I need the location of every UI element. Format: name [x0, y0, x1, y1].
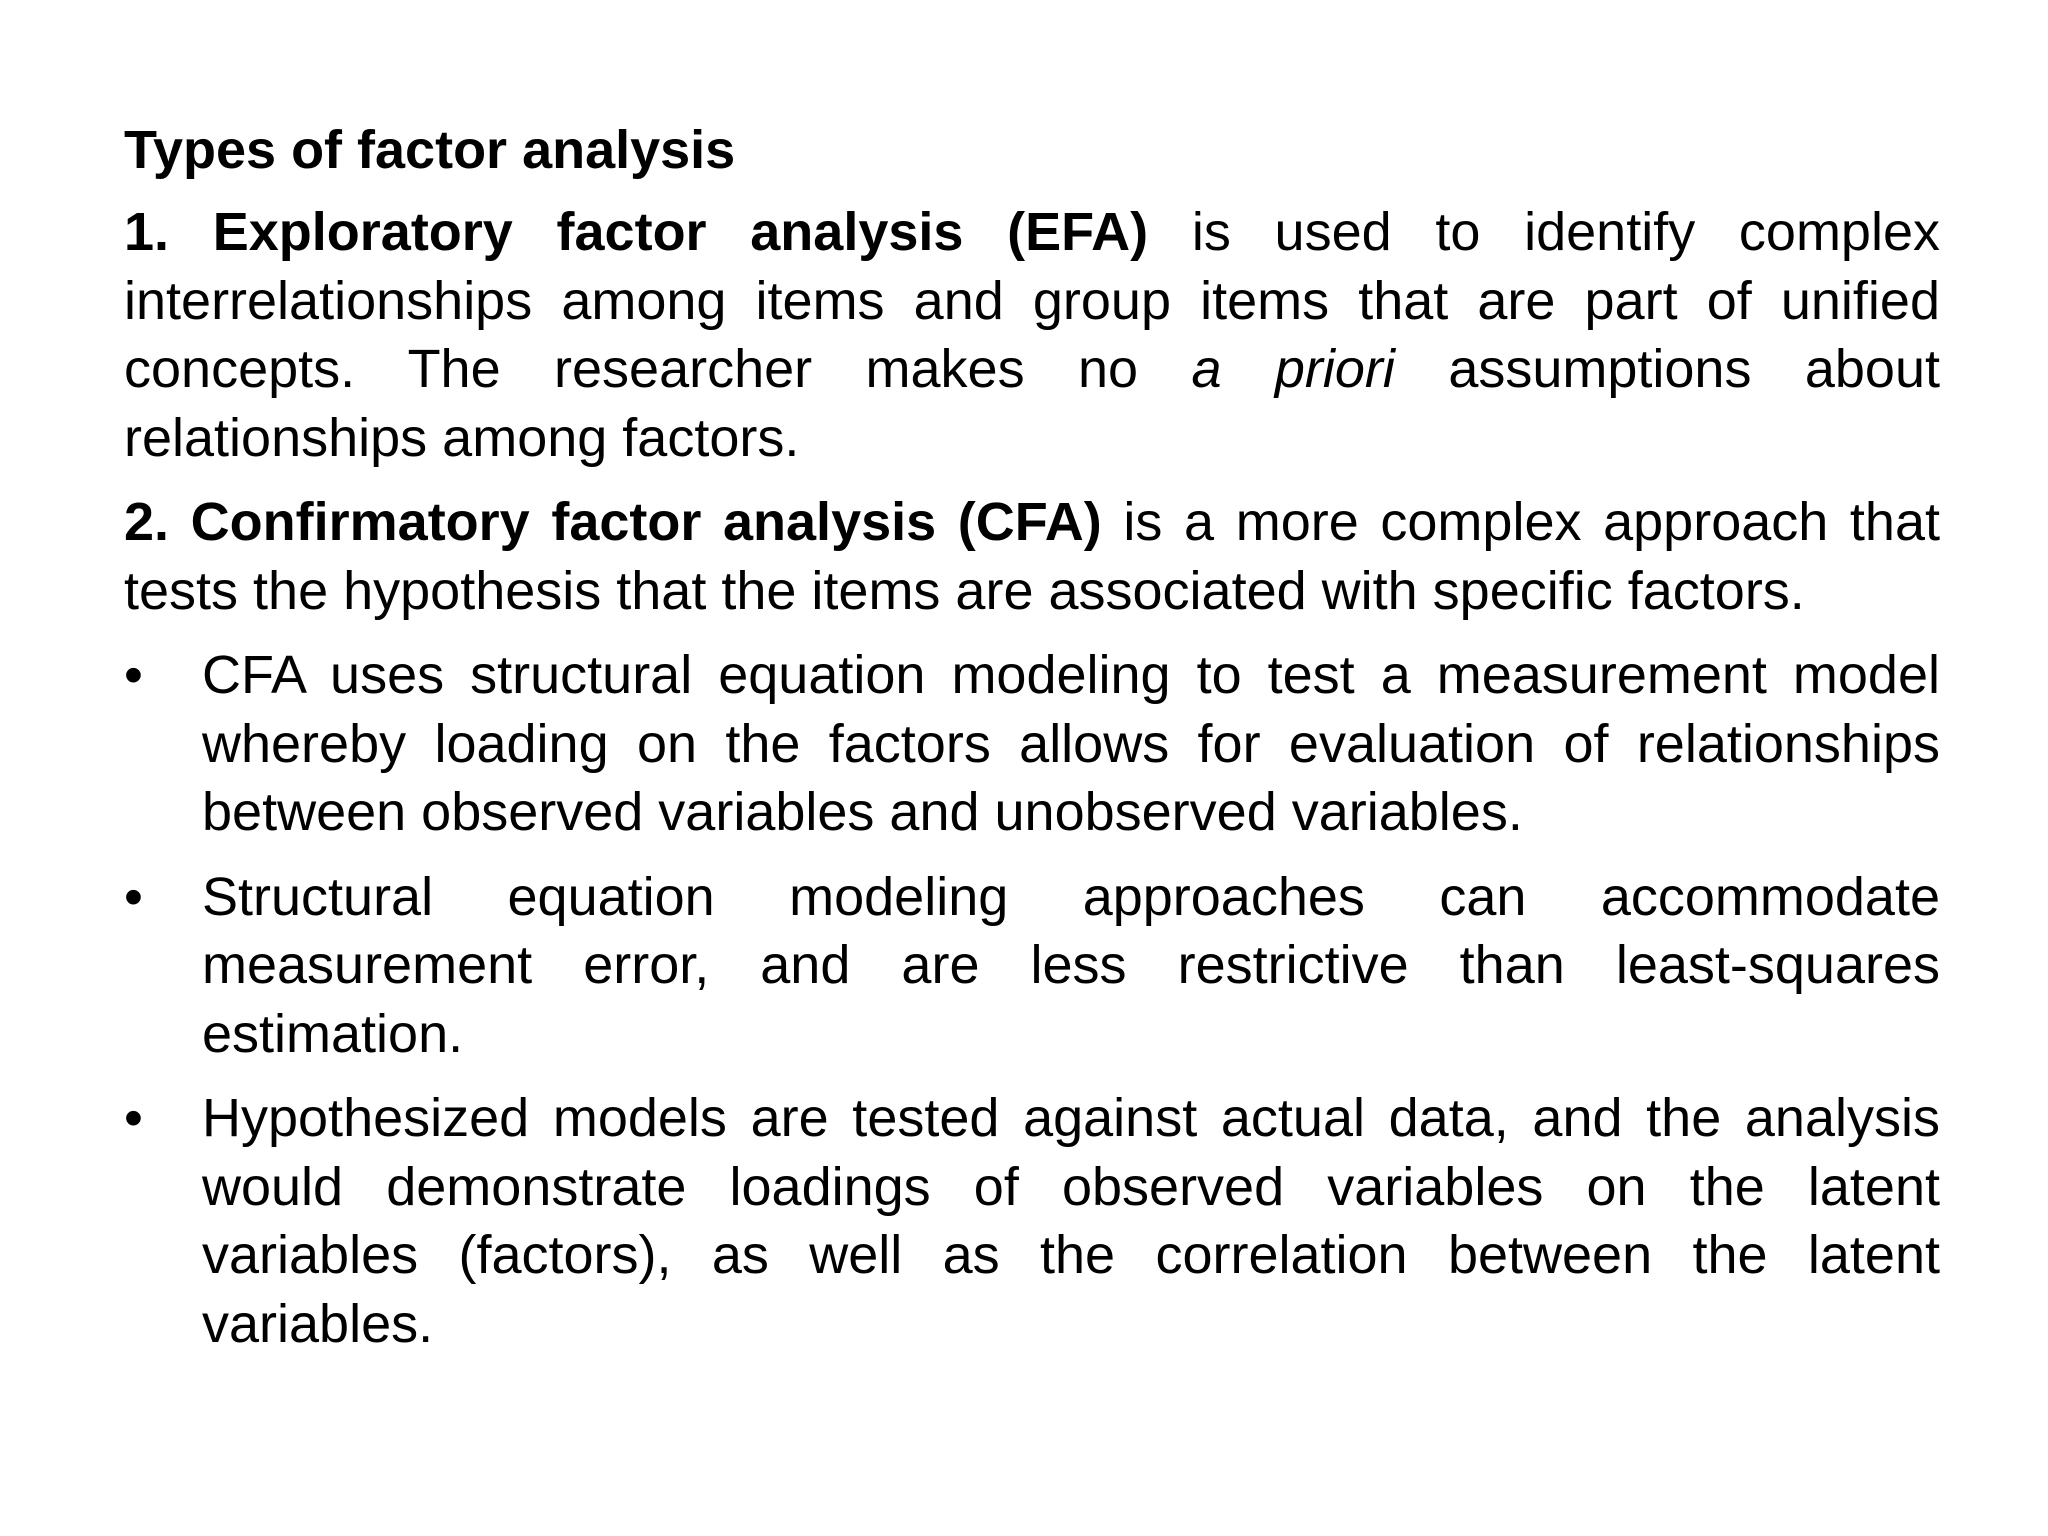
- list-item: [124, 641, 1940, 847]
- bullet-list: [124, 641, 1940, 1358]
- list-item: [124, 1084, 1940, 1358]
- bullet-icon: •: [124, 866, 143, 927]
- efa-text-2: assumptions about relationships among factors.: [124, 339, 1941, 468]
- bullet-text: CFA uses structural equation modeling to test a measurement model whereby loading on the factors allows for evaluation of relationships between observed variables and unobserved variables.: [202, 645, 1940, 842]
- cfa-paragraph: [124, 488, 1940, 625]
- bullet-icon: •: [124, 645, 143, 705]
- slide-title: Types of factor analysis: [124, 120, 736, 180]
- bullet-text: Hypothesized models are tested against actual data, and the analysis would demonstrate loadings of observed variables on the latent variables (factors), as well as the correlation between the latent variables.: [202, 1088, 1940, 1354]
- efa-paragraph: [124, 198, 1940, 472]
- efa-text-1: is used to identify complex interrelationships among items and group items that are part of unified concepts. The researcher makes no: [124, 202, 1940, 399]
- bullet-icon: •: [124, 1088, 143, 1148]
- efa-heading: 1. Exploratory factor analysis (EFA): [124, 202, 1149, 262]
- list-item: [124, 863, 1940, 1069]
- cfa-text: is a more complex approach that tests the hypothesis that the items are associated with specific factors.: [124, 492, 1940, 621]
- efa-italic-term: a priori: [1191, 339, 1395, 399]
- cfa-heading: 2. Confirmatory factor analysis (CFA): [124, 492, 1102, 552]
- slide-content: [124, 116, 1940, 1374]
- bullet-text: Structural equation modeling approaches can accommodate measurement error, and are less restrictive than least-squares estimation.: [202, 866, 1940, 1064]
